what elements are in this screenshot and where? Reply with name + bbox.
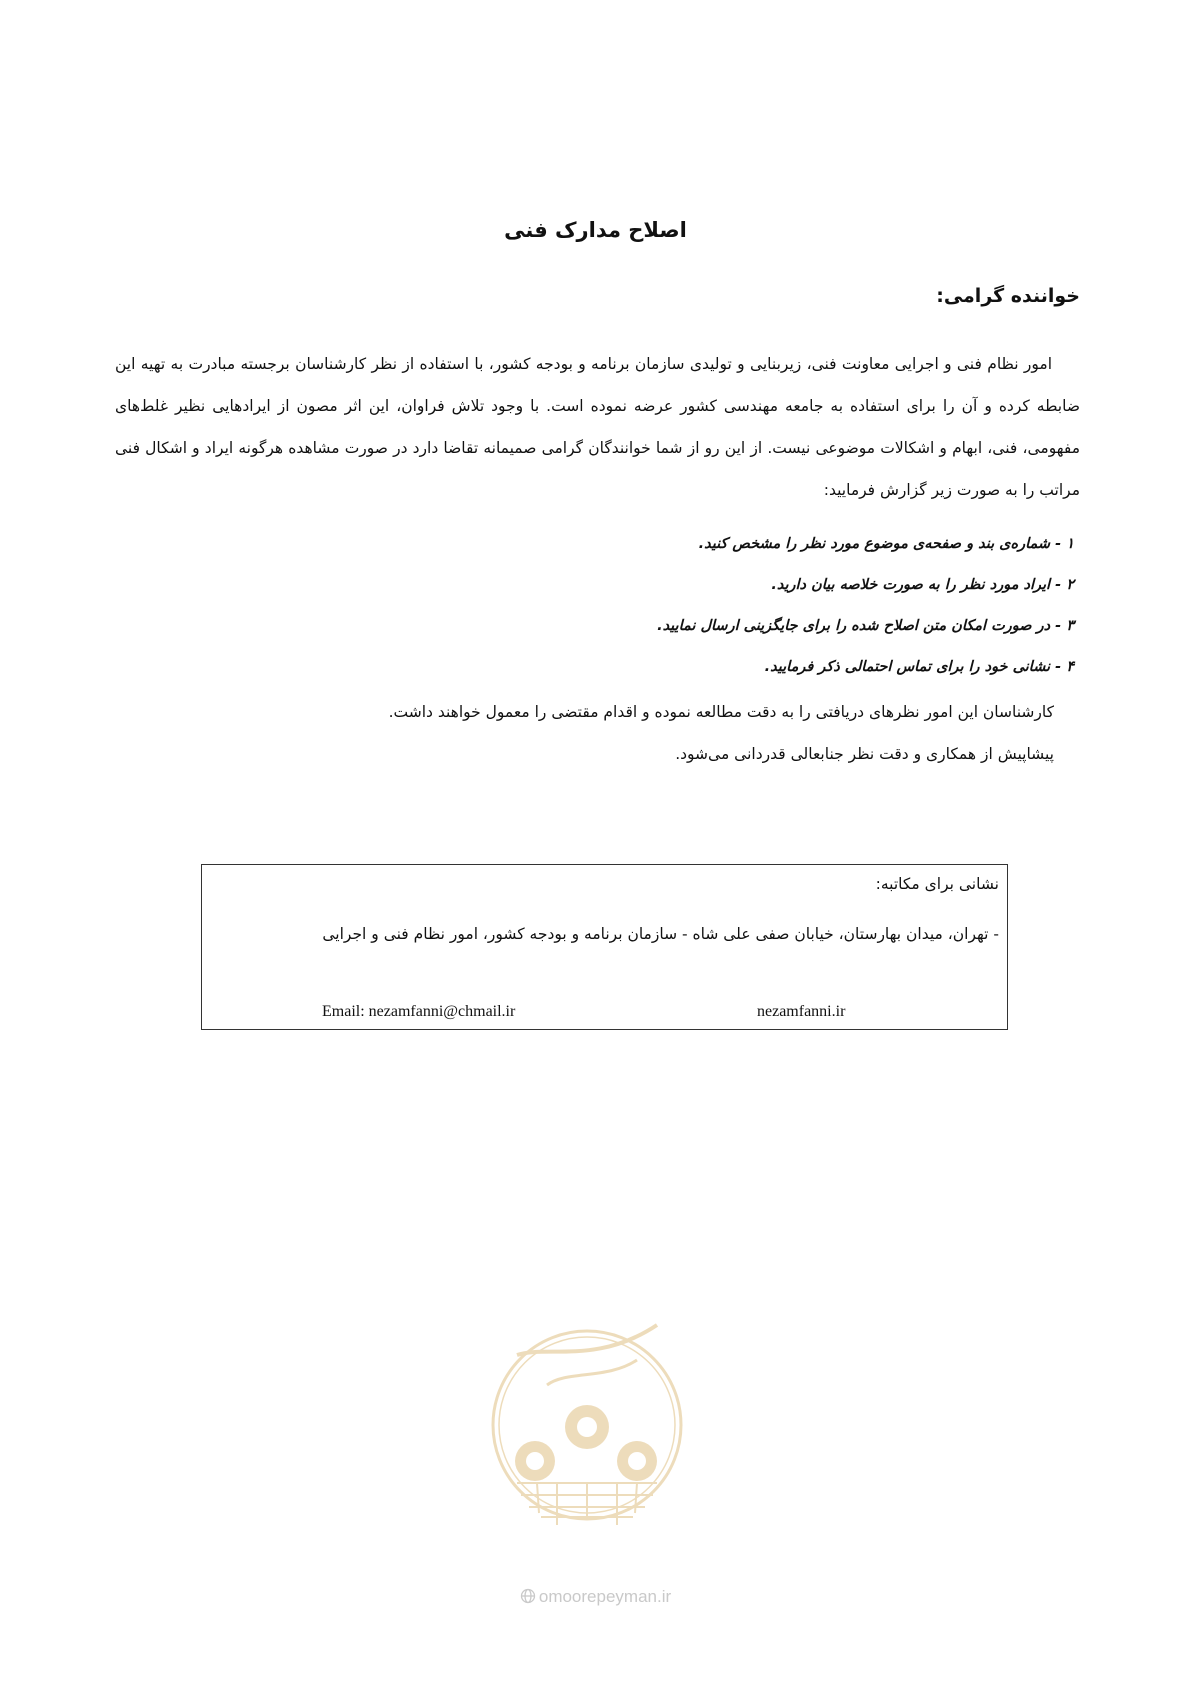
watermark-site: [0, 1587, 1191, 1607]
instruction-item: ۲ - ایراد مورد نظر را به صورت خلاصه بیان دارید.: [771, 577, 1074, 593]
address-heading: نشانی برای مکاتبه:: [875, 875, 999, 893]
watermark-logo: [487, 1285, 687, 1565]
instruction-item: ۱ - شماره‌ی بند و صفحه‌ی موضوع مورد نظر را مشخص کنید.: [698, 536, 1074, 552]
email-link[interactable]: Email: nezamfanni@chmail.ir: [322, 1003, 516, 1020]
greeting-heading: خواننده گرامی:: [936, 285, 1080, 307]
page-title: اصلاح مدارک فنی: [504, 218, 687, 242]
instruction-list: [174, 529, 1074, 693]
closing-line-experts: کارشناسان این امور نظرهای دریافتی را به دقت مطالعه نموده و اقدام مقتضی را معمول خواهند داشت.: [388, 703, 1054, 721]
instruction-item: ۴ - نشانی خود را برای تماس احتمالی ذکر فرمایید.: [764, 659, 1074, 675]
website-link[interactable]: nezamfanni.ir: [757, 1003, 846, 1020]
watermark-site-text: omoorepeyman.ir: [538, 1587, 672, 1606]
closing-line-thanks: پیشاپیش از همکاری و دقت نظر جنابعالی قدردانی می‌شود.: [675, 745, 1054, 763]
globe-icon: [520, 1588, 536, 1604]
instruction-item: ۳ - در صورت امکان متن اصلاح شده را برای جایگزینی ارسال نمایید.: [657, 618, 1074, 634]
postal-address: - تهران، میدان بهارستان، خیابان صفی علی شاه - سازمان برنامه و بودجه کشور، امور نظام فنی و اجرایی: [322, 925, 999, 943]
intro-paragraph: امور نظام فنی و اجرایی معاونت فنی، زیربنایی و تولیدی سازمان برنامه و بودجه کشور، با استفاده از نظر کارشناسان برجسته مبادرت به تهیه این ضابطه کرده و آن را برای استفاده به جامعه مهندسی کشور عرضه نموده است. با وجود تلاش فراوان، این اثر مصون از ایرادهایی نظیر غلط‌های مفهومی، فنی، ابهام و اشکالات موضوعی نیست. از این رو از شما خوانندگان گرامی صمیمانه تقاضا دارد در صورت مشاهده هرگونه ایراد و اشکال فنی مراتب را به صورت زیر گزارش فرمایید:: [115, 355, 1080, 499]
address-box: [201, 864, 1008, 1030]
